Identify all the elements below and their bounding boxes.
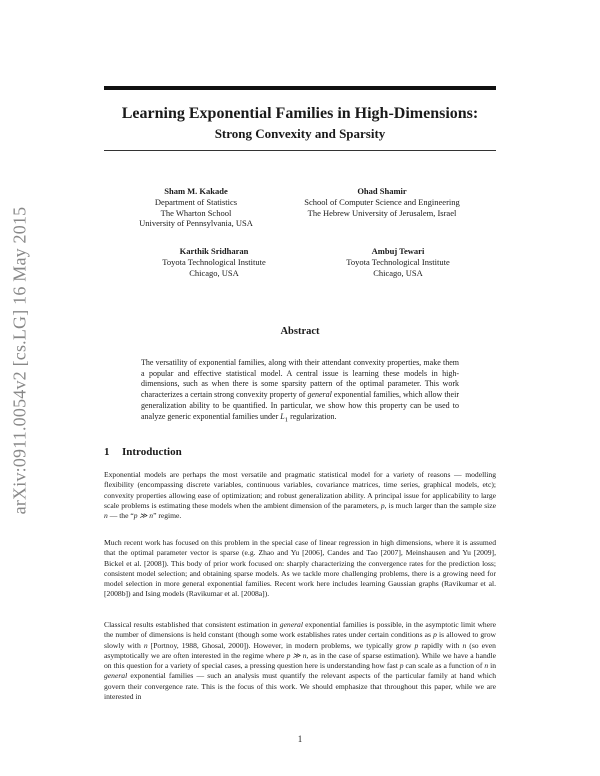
arxiv-id: arXiv:0911.0054v2 [cs.LG] 16 May 2015 [9, 206, 30, 514]
author-block [288, 246, 508, 278]
paper-subtitle: Strong Convexity and Sparsity [214, 126, 386, 141]
abstract-heading: Abstract [280, 326, 320, 337]
author-affiliation-line: Chicago, USA [373, 267, 423, 278]
section-title: Introduction [122, 446, 182, 458]
author-affiliation-line: Toyota Technological Institute [346, 256, 450, 267]
author-affiliation-line: Toyota Technological Institute [162, 256, 266, 267]
author-name: Ohad Shamir [357, 186, 407, 196]
body-paragraph: Exponential models are perhaps the most versatile and pragmatic statistical model for a variety of reasons — modelling flexibility (encompassing discrete variables, continuous variables, covariance matrices, time series, graphical models, etc); convexity properties allowing ease of optimization; and robust generalization ability. A principal issue for applicability to large scale problems is estimating these models when the ambient dimension of the parameters, p, is much larger than the sample size n — the “p ≫ n” regime. [104, 470, 496, 521]
section-number: 1 [104, 446, 110, 458]
author-affiliation-line: University of Pennsylvania, USA [139, 218, 253, 229]
author-name: Ambuj Tewari [371, 246, 425, 256]
paper-title: Learning Exponential Families in High-Dimensions: [121, 105, 479, 122]
author-block [272, 186, 492, 218]
arxiv-sidebar-stamp [6, 175, 34, 545]
page-number: 1 [297, 734, 303, 744]
author-affiliation-line: School of Computer Science and Engineering [304, 196, 460, 207]
title-top-rule [104, 86, 496, 90]
body-paragraph: Much recent work has focused on this problem in the special case of linear regression in high dimensions, where it is assumed that the optimal parameter vector is sparse (e.g. Zhao and Yu [2006], Candes and Tao [2007], Meinshausen and Yu [2009], Bickel et al. [2008]). This body of prior work focused on: sharply characterizing the convergence rates for the prediction loss; consistent model selection; and obtaining sparse models. As we tackle more challenging problems, there is a growing need for model selection in more general exponential families. Recent work here includes learning Gaussian graphs (Ravikumar et al. [2008b]) and Ising models (Ravikumar et al. [2008a]). [104, 538, 496, 599]
abstract-body: The versatility of exponential families, along with their attendant convexity properties, make them a popular and effective statistical model. A central issue is learning these models in high-dimensions, such as when there is some sparsity pattern of the optimal parameter. This work characterizes a certain strong convexity property of general exponential families, which allow their generalization ability to be quantified. In particular, we show how this property can be used to analyze generic exponential families under $L_1$ regularization. [141, 358, 459, 424]
author-affiliation-line: The Hebrew University of Jerusalem, Israel [307, 207, 457, 218]
title-bottom-rule [104, 150, 496, 151]
author-name: Karthik Sridharan [179, 246, 249, 256]
author-name: Sham M. Kakade [164, 186, 228, 196]
body-paragraph: Classical results established that consistent estimation in general exponential families is possible, in the asymptotic limit where the number of dimensions is held constant (though some work establishes rates under certain conditions as p is allowed to grow slowly with n [Portnoy, 1988, Ghosal, 2000]). However, in modern problems, we typically grow p rapidly with n (so even asymptotically we are often interested in the regime where p ≫ n, as in the case of sparse estimation). While we have a handle on this question for a variety of special cases, a pressing question here is understanding how fast p can scale as a function of n in general exponential families — such an analysis must quantify the relevant aspects of the particular family at hand which govern their convergence rate. This is the focus of this work. We should emphasize that throughout this paper, while we are interested in [104, 620, 497, 702]
author-affiliation-line: Chicago, USA [189, 267, 239, 278]
section-heading [104, 446, 182, 458]
author-affiliation-line: Department of Statistics [154, 196, 238, 207]
author-affiliation-line: The Wharton School [160, 207, 232, 218]
